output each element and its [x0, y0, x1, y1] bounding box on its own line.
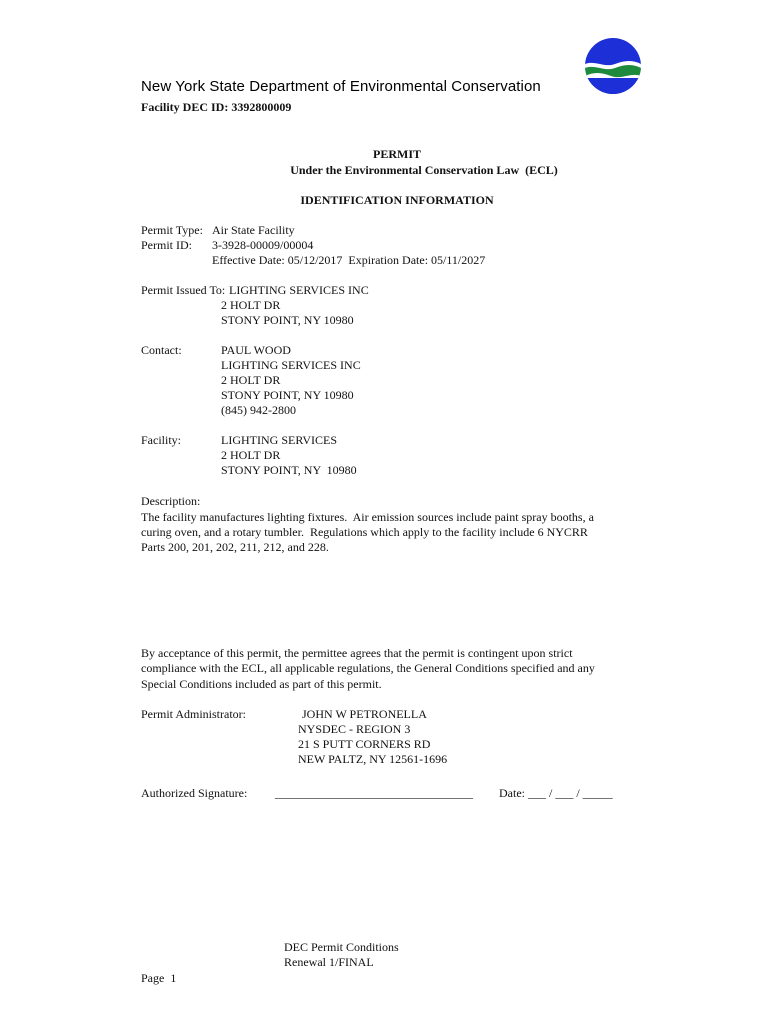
- issued-to-line: STONY POINT, NY 10980: [221, 313, 354, 327]
- facility-label: Facility:: [141, 433, 181, 447]
- contact-line: 2 HOLT DR: [221, 373, 281, 387]
- description-line: Parts 200, 201, 202, 211, 212, and 228.: [141, 540, 329, 554]
- footer-conditions: DEC Permit Conditions: [284, 940, 399, 954]
- permit-type-label: Permit Type:: [141, 223, 203, 237]
- section-heading: IDENTIFICATION INFORMATION: [300, 193, 494, 207]
- administrator-line: JOHN W PETRONELLA: [302, 707, 427, 721]
- administrator-line: NEW PALTZ, NY 12561-1696: [298, 752, 448, 766]
- acceptance-line: Special Conditions included as part of this permit.: [141, 677, 382, 691]
- permit-title: PERMIT: [373, 147, 421, 161]
- permit-subtitle: Under the Environmental Conservation Law (ECL): [290, 163, 558, 177]
- contact-label: Contact:: [141, 343, 182, 357]
- signature-label: Authorized Signature:: [141, 786, 248, 800]
- acceptance-line: By acceptance of this permit, the permittee agrees that the permit is contingent upon strict: [141, 646, 573, 660]
- permit-dates: Effective Date: 05/12/2017 Expiration Date: 05/11/2027: [212, 253, 486, 267]
- description-line: curing oven, and a rotary tumbler. Regulations which apply to the facility include 6 NYCRR: [141, 525, 588, 539]
- description-label: Description:: [141, 494, 201, 508]
- nysdec-logo-icon: [585, 38, 641, 94]
- facility-line: 2 HOLT DR: [221, 448, 281, 462]
- permit-type-value: Air State Facility: [212, 223, 295, 237]
- agency-name: New York State Department of Environmental Conservation: [141, 78, 541, 95]
- issued-to-line: LIGHTING SERVICES INC: [229, 283, 369, 297]
- acceptance-line: compliance with the ECL, all applicable regulations, the General Conditions specified and any: [141, 661, 595, 675]
- administrator-line: NYSDEC - REGION 3: [298, 722, 411, 736]
- issued-to-label: Permit Issued To:: [141, 283, 226, 297]
- administrator-label: Permit Administrator:: [141, 707, 246, 721]
- contact-phone: (845) 942-2800: [221, 403, 296, 417]
- administrator-line: 21 S PUTT CORNERS RD: [298, 737, 431, 751]
- facility-dec-id: Facility DEC ID: 3392800009: [141, 100, 292, 114]
- page-number: Page 1: [141, 971, 177, 985]
- facility-line: STONY POINT, NY 10980: [221, 463, 357, 477]
- permit-id-label: Permit ID:: [141, 238, 192, 252]
- contact-line: PAUL WOOD: [221, 343, 291, 357]
- signature-line: _________________________________: [275, 786, 473, 800]
- signature-date: Date: ___ / ___ / _____: [499, 786, 613, 800]
- contact-line: STONY POINT, NY 10980: [221, 388, 354, 402]
- description-line: The facility manufactures lighting fixtures. Air emission sources include paint spray booths, a: [141, 510, 594, 524]
- permit-id-value: 3-3928-00009/00004: [212, 238, 314, 252]
- contact-line: LIGHTING SERVICES INC: [221, 358, 361, 372]
- issued-to-line: 2 HOLT DR: [221, 298, 281, 312]
- facility-line: LIGHTING SERVICES: [221, 433, 338, 447]
- footer-renewal: Renewal 1/FINAL: [284, 955, 374, 969]
